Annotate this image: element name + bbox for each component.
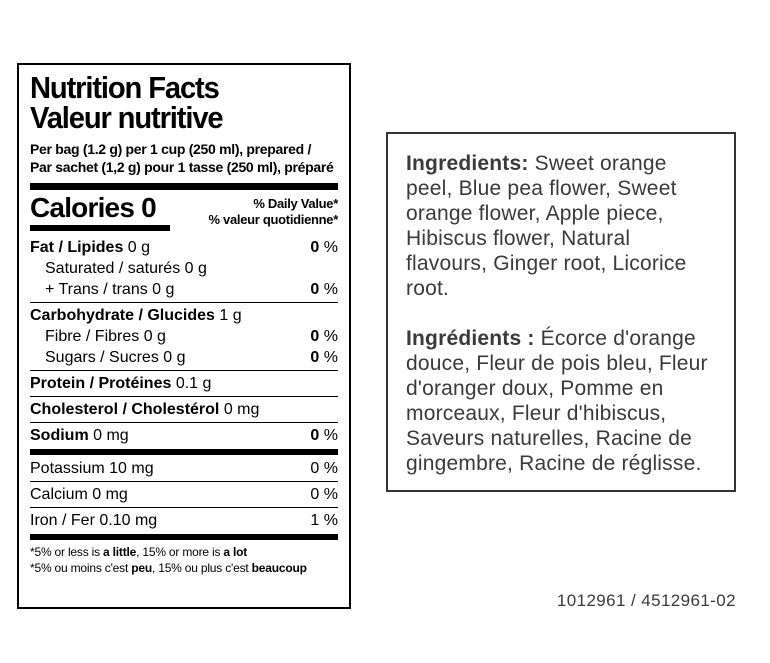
divider: [30, 370, 338, 371]
ingredients-fr: [406, 326, 717, 476]
nutrient-row-cholesterol: Cholesterol / Cholestérol 0 mg: [30, 401, 260, 418]
ingredients-fr-label: Ingrédients :: [406, 327, 535, 350]
footnote-en: *5% or less is a little, 15% or more is a lot: [30, 545, 248, 559]
nutrient-row-calcium: Calcium 0 mg 0 %: [30, 486, 338, 503]
nutrient-rows: [30, 237, 338, 540]
ingredients-en-label: Ingredients:: [406, 152, 529, 175]
calories-underline-bar: [30, 225, 170, 231]
nutrient-row-sugars: Sugars / Sucres 0 g 0 %: [45, 349, 338, 366]
product-code: 1012961 / 4512961-02: [556, 591, 736, 610]
nutrition-title-fr: Valeur nutritive: [30, 100, 223, 135]
daily-value-header-en: % Daily Value*: [253, 196, 338, 211]
daily-value-header: [208, 193, 338, 228]
ingredients-en: [406, 151, 717, 301]
daily-value-header-fr: % valeur quotidienne*: [208, 212, 338, 227]
divider: [30, 422, 338, 423]
nutrient-row-sodium: Sodium 0 mg 0 %: [30, 427, 338, 444]
footnote-fr: *5% ou moins c'est peu, 15% ou plus c'est beaucoup: [30, 561, 307, 575]
nutrient-row-iron: Iron / Fer 0.10 mg 1 %: [30, 512, 338, 529]
nutrient-row-carbohydrate: Carbohydrate / Glucides 1 g: [30, 307, 242, 324]
ingredients-fr-text: Écorce d'orange douce, Fleur de pois bleu, Fleur d'oranger doux, Pomme en morceaux, Fleur d'hibiscus, Saveurs naturelles, Racine de gingembre, Racine de réglisse.: [406, 327, 708, 475]
divider: [30, 396, 338, 397]
nutrient-row-saturated: Saturated / saturés 0 g: [45, 260, 207, 277]
serving-size-en: Per bag (1.2 g) per 1 cup (250 ml), prepared /: [30, 141, 312, 157]
divider: [30, 507, 338, 508]
nutrition-facts-panel: [17, 63, 351, 609]
nutrient-row-protein: Protein / Protéines 0.1 g: [30, 375, 212, 392]
nutrient-row-potassium: Potassium 10 mg 0 %: [30, 460, 338, 477]
nutrition-title-en: Nutrition Facts: [30, 70, 219, 105]
thick-divider: [30, 534, 338, 540]
nutrient-row-fibre: Fibre / Fibres 0 g 0 %: [45, 328, 338, 345]
ingredients-panel: [386, 132, 736, 492]
serving-size-fr: Par sachet (1,2 g) pour 1 tasse (250 ml), préparé: [30, 159, 334, 175]
thick-divider: [30, 449, 338, 455]
calories-block: [30, 193, 170, 231]
calories-text: [30, 193, 170, 223]
divider: [30, 481, 338, 482]
calories-section: [30, 193, 338, 231]
nutrient-row-trans: + Trans / trans 0 g 0 %: [45, 281, 338, 298]
divider: [30, 302, 338, 303]
calories-value: 0: [141, 192, 156, 223]
nutrient-row-fat: Fat / Lipides 0 g 0 %: [30, 239, 338, 256]
ingredients-en-text: Sweet orange peel, Blue pea flower, Sweet orange flower, Apple piece, Hibiscus flower, Natural flavours, Ginger root, Licorice root.: [406, 152, 687, 300]
calories-label: Calories: [30, 192, 135, 223]
header-divider-bar: [30, 183, 338, 190]
